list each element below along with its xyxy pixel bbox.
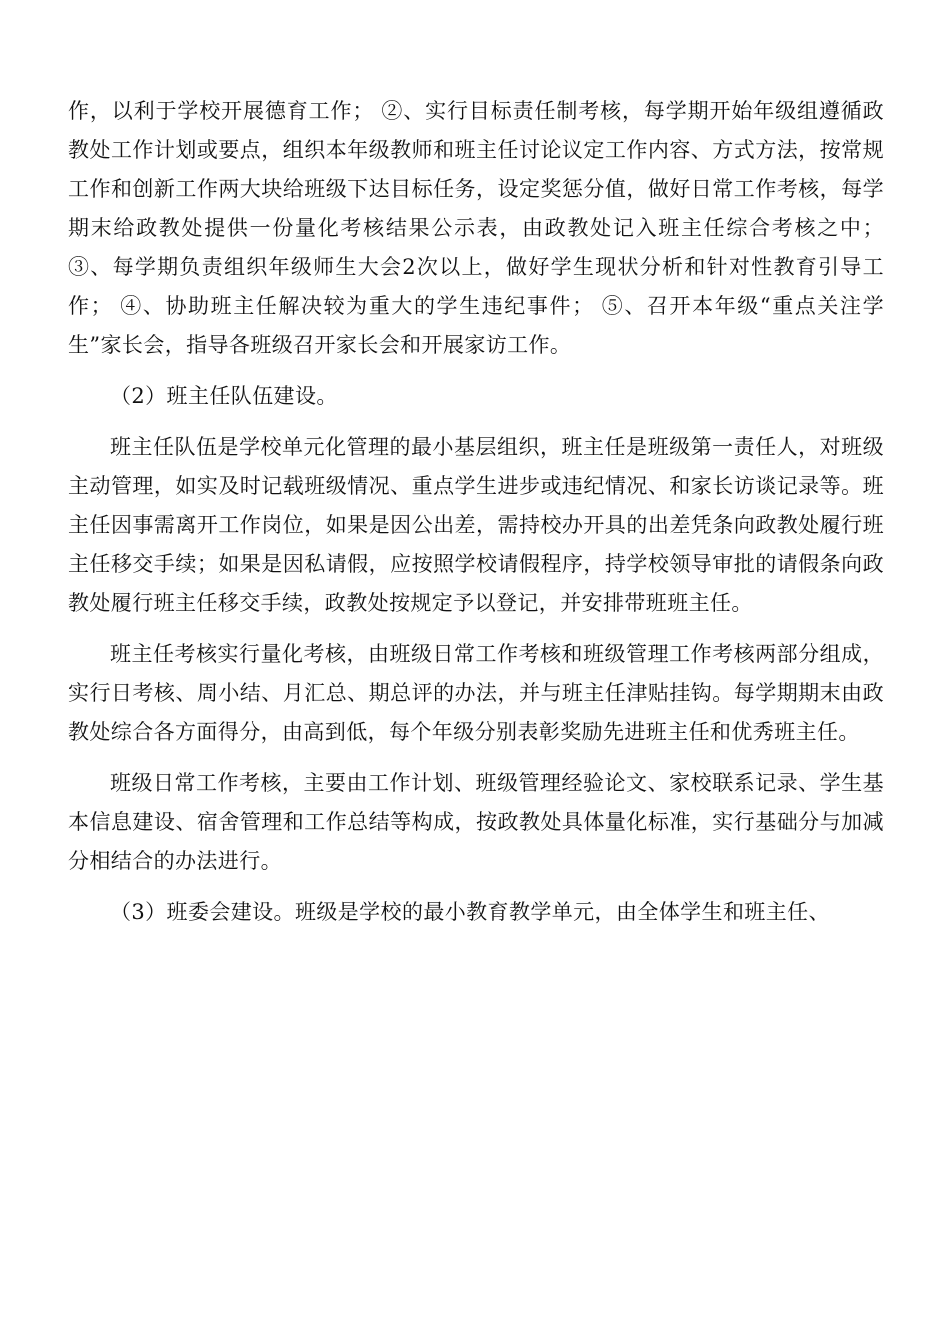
document-body (68, 92, 884, 932)
section-heading-head-teacher-team: （2）班主任队伍建设。 (110, 384, 338, 408)
paragraph-grade-group-duties: 作，以利于学校开展德育工作； ②、实行目标责任制考核，每学期开始年级组遵循政教处工作计划或要点，组织本年级教师和班主任讨论议定工作内容、方式方法，按常规工作和创新工作两大块给班级下达目标任务，设定奖惩分值，做好日常工作考核，每学期末给政教处提供一份量化考核结果公示表，由政教处记入班主任综合考核之中； ③、每学期负责组织年级师生大会2次以上，做好学生现状分析和针对性教育引导工作； ④、协助班主任解决较为重大的学生违纪事件； ⑤、召开本年级“重点关注学生”家长会，指导各班级召开家长会和开展家访工作。 (68, 99, 884, 357)
paragraph-head-teacher-assessment: 班主任考核实行量化考核，由班级日常工作考核和班级管理工作考核两部分组成，实行日考核、周小结、月汇总、期总评的办法，并与班主任津贴挂钩。每学期期末由政教处综合各方面得分，由高到低，每个年级分别表彰奖励先进班主任和优秀班主任。 (68, 642, 884, 744)
paragraph-daily-work-assessment: 班级日常工作考核，主要由工作计划、班级管理经验论文、家校联系记录、学生基本信息建设、宿舍管理和工作总结等构成，按政教处具体量化标准，实行基础分与加减分相结合的办法进行。 (68, 771, 884, 873)
paragraph-head-teacher-team: 班主任队伍是学校单元化管理的最小基层组织，班主任是班级第一责任人，对班级主动管理，如实及时记载班级情况、重点学生进步或违纪情况、和家长访谈记录等。班主任因事需离开工作岗位，如果是因公出差，需持校办开具的出差凭条向政教处履行班主任移交手续；如果是因私请假，应按照学校请假程序，持学校领导审批的请假条向政教处履行班主任移交手续，政教处按规定予以登记，并安排带班班主任。 (68, 435, 884, 615)
paragraph-class-committee: （3）班委会建设。班级是学校的最小教育教学单元，由全体学生和班主任、 (110, 900, 830, 924)
